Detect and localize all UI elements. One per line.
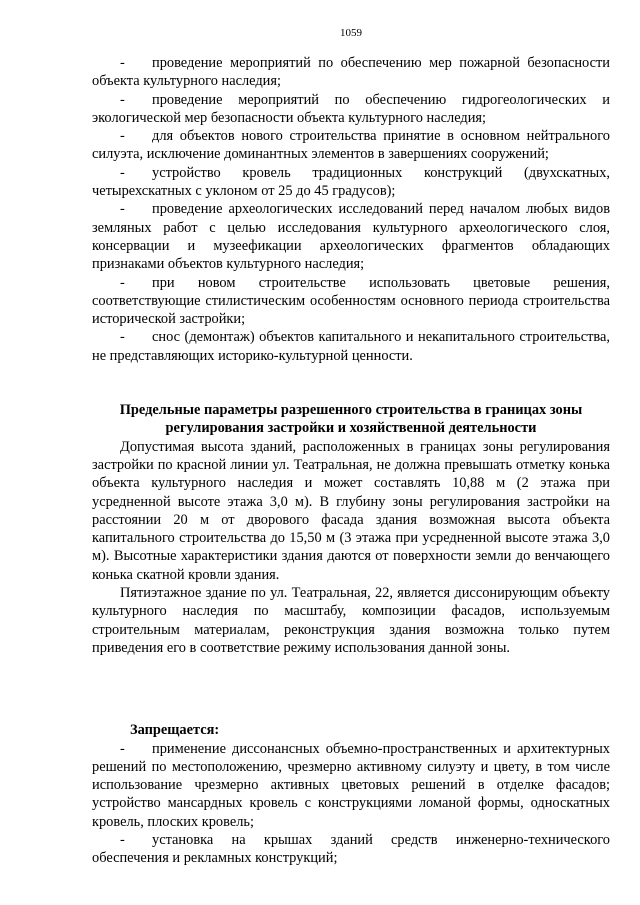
list-item	[92, 274, 610, 329]
list-item-text: при новом строительстве использовать цветовые решения, соответствующие стилистическим особенностям основного периода строительства исторической застройки;	[92, 274, 610, 328]
prohibited-heading: Запрещается:	[130, 722, 220, 739]
list-item	[92, 831, 610, 868]
dash-marker: -	[120, 740, 125, 757]
list-item	[92, 328, 610, 365]
list-item-text: применение диссонансных объемно-пространственных и архитектурных решений по местоположению, чрезмерно активному силуэту и цвету, в том числе использование чрезмерно активных цветовых решений в отделке фасадов; устройство мансардных кровель с конструкциями ломаной формы, односкатных кровель, плоских кровель;	[92, 740, 610, 830]
bullet-list-bottom	[92, 740, 610, 868]
list-item-text: проведение мероприятий по обеспечению мер пожарной безопасности объекта культурного наследия;	[92, 55, 610, 90]
list-item-text: для объектов нового строительства принятие в основном нейтрального силуэта, исключение доминантных элементов в завершениях сооружений;	[92, 128, 610, 163]
list-item	[92, 54, 610, 91]
list-item-text: устройство кровель традиционных конструкций (двухскатных, четырехскатных с уклоном от 25 до 45 градусов);	[92, 164, 610, 200]
list-item	[92, 740, 610, 831]
dash-marker: -	[120, 91, 125, 108]
dash-marker: -	[120, 128, 125, 145]
list-item-text: снос (демонтаж) объектов капитального и некапитального строительства, не представляющих историко-культурной ценности.	[92, 329, 610, 364]
list-item-text: установка на крышах зданий средств инженерно-технического обеспечения и рекламных конструкций;	[92, 831, 610, 867]
paragraph-dissonant-building: Пятиэтажное здание по ул. Театральная, 22, является диссонирующим объекту культурного наследия по масштабу, композиции фасадов, используемым строительным материалам, реконструкция здания возможна только путем приведения его в соответствие режиму использования данной зоны.	[92, 585, 610, 656]
dash-marker: -	[120, 274, 125, 291]
list-item	[92, 200, 610, 273]
list-item	[92, 127, 610, 164]
section-heading: Предельные параметры разрешенного строительства в границах зоны регулирования застройки и хозяйственной деятельности	[119, 402, 583, 437]
page-number: 1059	[340, 27, 362, 39]
list-item	[92, 164, 610, 201]
dash-marker: -	[120, 55, 125, 71]
dash-marker: -	[120, 831, 125, 848]
document-page	[92, 26, 610, 868]
list-item	[92, 91, 610, 128]
paragraph-height-limits: Допустимая высота зданий, расположенных в границах зоны регулирования застройки по красной линии ул. Театральная, не должна превышать отметку конька объекта культурного наследия и может составлять 10,88 м (2 этажа при усредненной высоте этажа 3,0 м). В глубину зоны регулирования застройки на расстоянии 20 м от дворового фасада здания возможная высота объекта капитального строительства до 15,50 м (3 этажа при усредненной высоте этажа 3,0 м). Высотные характеристики здания даются от поверхности земли до венчающего конька скатной кровли здания.	[92, 438, 610, 583]
list-item-text: проведение археологических исследований перед началом любых видов земляных работ с целью исследования культурного археологического слоя, консервации и музеефикации археологических фрагментов обладающих признаками объектов культурного наследия;	[92, 201, 610, 273]
dash-marker: -	[120, 201, 125, 218]
bullet-list-top	[92, 54, 610, 365]
list-item-text: проведение мероприятий по обеспечению гидрогеологических и экологической мер безопасности объекта культурного наследия;	[92, 91, 610, 126]
dash-marker: -	[120, 164, 125, 181]
dash-marker: -	[120, 329, 125, 346]
